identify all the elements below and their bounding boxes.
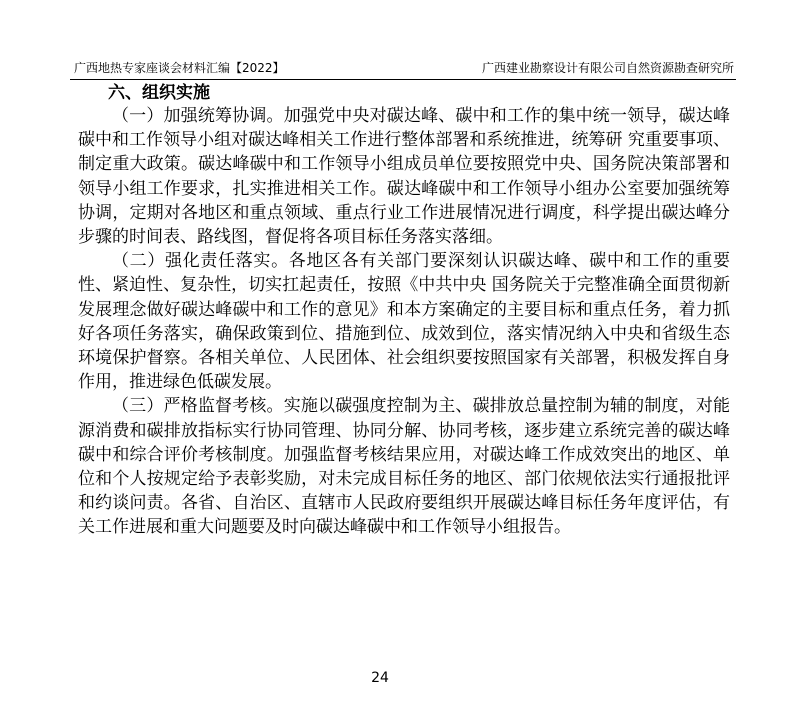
section-title: 六、组织实施 [108,83,210,103]
header-left-title: 广西地热专家座谈会材料汇编【2022】 [74,61,285,75]
paragraph-responsibility: （二）强化责任落实。各地区各有关部门要深刻认识碳达峰、碳中和工作的重要性、紧迫性、复杂性，切实扛起责任，按照《中共中央 国务院关于完整准确全面贯彻新发展理念做好碳达峰碳中和工作的意见》和本方案确定的主要目标和重点任务，着力抓好各项任务落实，确保政策到位、措施到位、成效到位，落实情况纳入中央和省级生态环境保护督察。各相关单位、人民团体、社会组织要按照国家有关部署，积极发挥自身作用，推进绿色低碳发展。 [78,251,730,393]
paragraph-supervision: （三）严格监督考核。实施以碳强度控制为主、碳排放总量控制为辅的制度，对能源消费和碳排放指标实行协同管理、协同分解、协同考核，逐步建立系统完善的碳达峰碳中和综合评价考核制度。加强监督考核结果应用，对碳达峰工作成效突出的地区、单位和个人按规定给予表彰奖励，对未完成目标任务的地区、部门依规依法实行通报批评和约谈问责。各省、自治区、直辖市人民政府要组织开展碳达峰目标任务年度评估，有关工作进展和重大问题要及时向碳达峰碳中和工作领导小组报告。 [78,396,730,538]
page-number: 24 [371,670,389,686]
paragraph-coordination: （一）加强统筹协调。加强党中央对碳达峰、碳中和工作的集中统一领导，碳达峰碳中和工作领导小组对碳达峰相关工作进行整体部署和系统推进，统筹研 究重要事项、制定重大政策。碳达峰碳中和工作领导小组成员单位要按照党中央、国务院决策部署和领导小组工作要求，扎实推进相关工作。碳达峰碳中和工作领导小组办公室要加强统筹协调，定期对各地区和重点领域、重点行业工作进展情况进行调度，科学提出碳达峰分步骤的时间表、路线图，督促将各项目标任务落实落细。 [78,106,730,248]
page-header [70,61,736,80]
page-content [78,82,730,540]
header-right-title: 广西建业勘察设计有限公司自然资源勘查研究所 [481,61,734,75]
